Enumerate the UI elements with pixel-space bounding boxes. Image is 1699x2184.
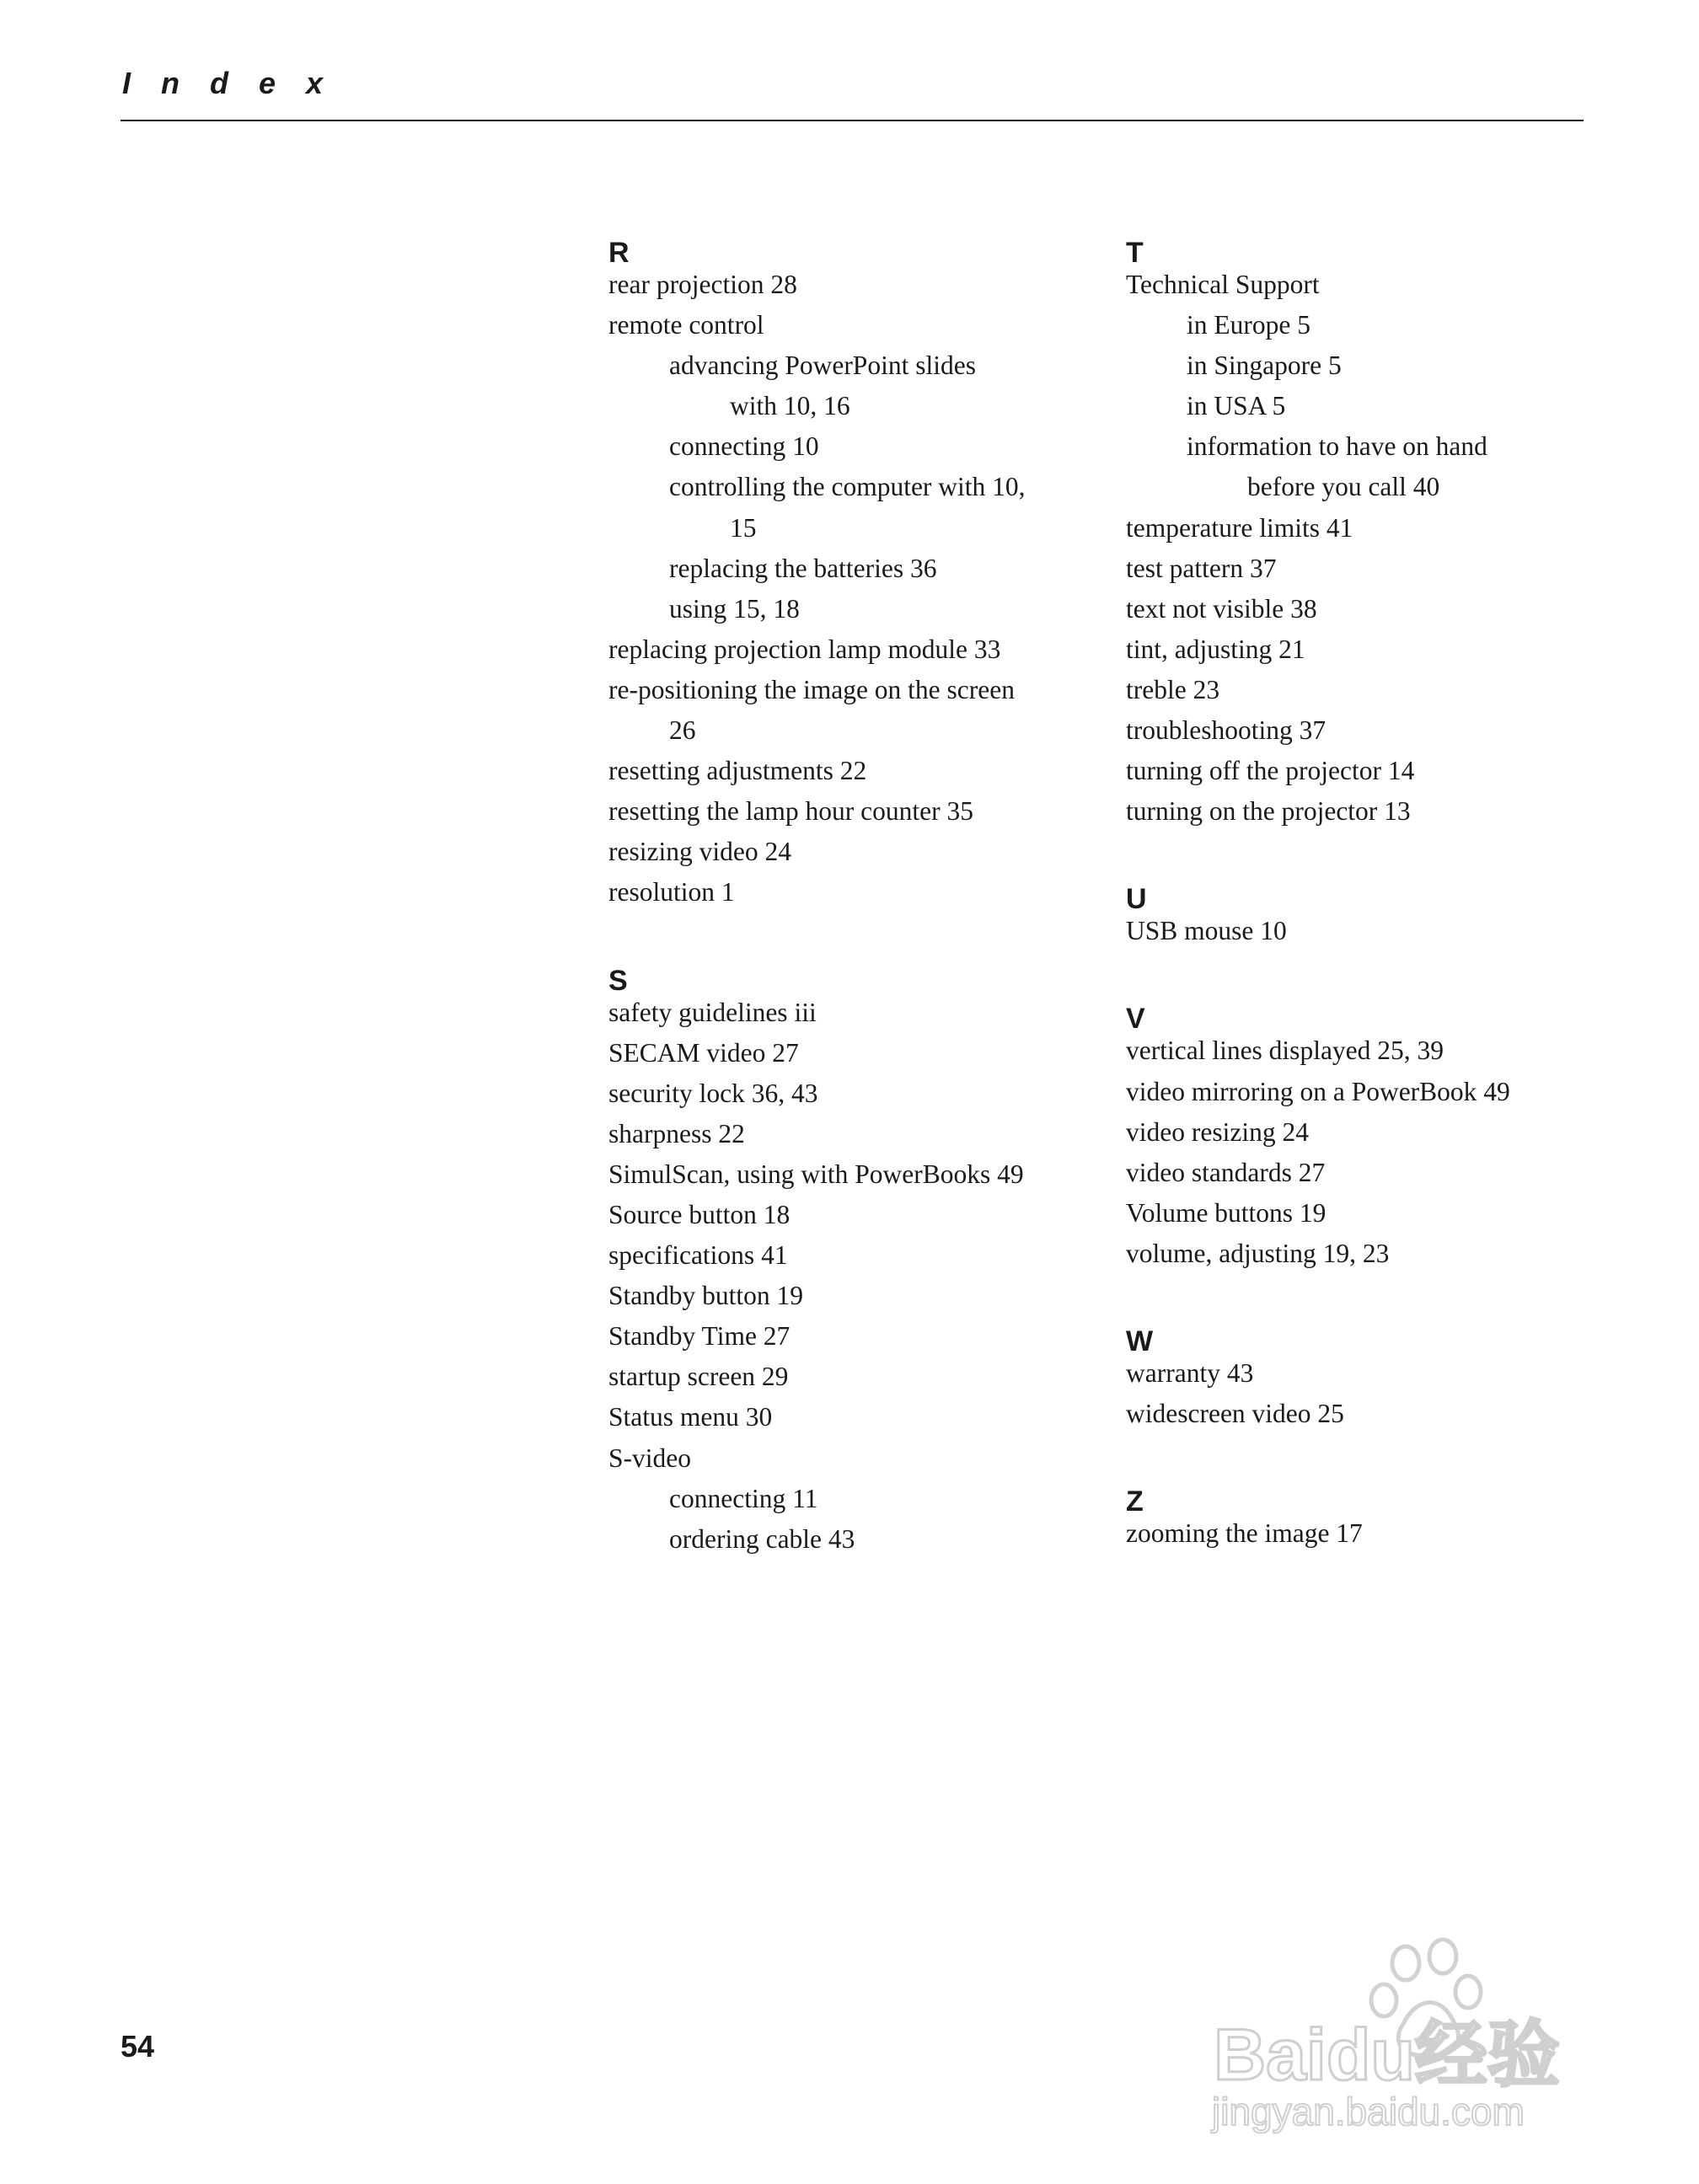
index-entry: troubleshooting 37 <box>1126 715 1327 746</box>
section-letter: W <box>1126 1325 1154 1357</box>
index-entry: resetting the lamp hour counter 35 <box>608 796 974 827</box>
baidu-watermark-logo <box>1197 1930 1618 2140</box>
index-subentry: replacing the batteries 36 <box>669 553 937 583</box>
index-entry-continuation: 15 <box>730 512 757 543</box>
section-letter: V <box>1126 1003 1145 1036</box>
index-subentry: connecting 10 <box>669 431 819 462</box>
index-column-right <box>1126 226 1632 1594</box>
index-entry: video standards 27 <box>1126 1157 1326 1187</box>
index-subentry: ordering cable 43 <box>669 1523 855 1554</box>
index-section-u <box>1126 872 1632 951</box>
index-entry: temperature limits 41 <box>1126 512 1353 543</box>
watermark-brand-text: Baidu经验 <box>1214 2015 1560 2096</box>
index-column-left <box>608 226 1114 1600</box>
index-entry: turning off the projector 14 <box>1126 756 1415 786</box>
index-section-s <box>608 954 1114 1560</box>
index-entry: remote control <box>608 310 764 340</box>
index-entry: Standby button 19 <box>608 1281 804 1311</box>
index-entry: safety guidelines iii <box>608 997 817 1027</box>
section-letter: R <box>608 237 630 269</box>
index-entry: Standby Time 27 <box>608 1321 791 1352</box>
index-entry: Volume buttons 19 <box>1126 1197 1327 1228</box>
index-section-w <box>1126 1314 1632 1434</box>
index-entry: USB mouse 10 <box>1126 916 1287 946</box>
index-subentry: in Europe 5 <box>1187 310 1310 340</box>
index-section-r <box>608 226 1114 913</box>
index-entry: vertical lines displayed 25, 39 <box>1126 1036 1444 1066</box>
running-head-title: Index <box>122 66 354 100</box>
index-subentry: in USA 5 <box>1187 391 1286 421</box>
index-entry: SECAM video 27 <box>608 1037 799 1068</box>
index-entry: startup screen 29 <box>608 1362 789 1392</box>
index-subentry: advancing PowerPoint slides <box>669 351 976 381</box>
index-entry-continuation: before you call 40 <box>1247 472 1440 502</box>
index-entry: widescreen video 25 <box>1126 1399 1344 1429</box>
baidu-paw-logo-icon <box>1197 1930 1618 2140</box>
index-entry: resolution 1 <box>608 877 735 907</box>
header-rule <box>121 120 1584 121</box>
index-subentry: controlling the computer with 10, <box>669 472 1026 502</box>
index-entry: video mirroring on a PowerBook 49 <box>1126 1076 1510 1106</box>
index-subentry: information to have on hand <box>1187 431 1487 462</box>
index-entry: SimulScan, using with PowerBooks 49 <box>608 1159 1024 1189</box>
index-entry: Source button 18 <box>608 1199 791 1229</box>
index-subentry: in Singapore 5 <box>1187 351 1342 381</box>
index-entry: sharpness 22 <box>608 1118 745 1148</box>
index-subentry: 26 <box>669 715 696 746</box>
index-section-v <box>1126 992 1632 1274</box>
index-entry: replacing projection lamp module 33 <box>608 634 1001 664</box>
watermark-url-text: jingyan.baidu.com <box>1212 2090 1525 2133</box>
section-letter: T <box>1126 237 1144 269</box>
index-entry: video resizing 24 <box>1126 1116 1309 1147</box>
index-entry: warranty 43 <box>1126 1357 1254 1388</box>
index-entry: rear projection 28 <box>608 270 797 299</box>
index-section-z <box>1126 1475 1632 1554</box>
index-subentry: using 15, 18 <box>669 593 800 624</box>
index-entry-continuation: with 10, 16 <box>730 391 850 421</box>
section-letter: Z <box>1126 1485 1144 1518</box>
index-entry: text not visible 38 <box>1126 593 1317 624</box>
index-entry: treble 23 <box>1126 674 1220 704</box>
index-entry: security lock 36, 43 <box>608 1078 818 1108</box>
index-entry: resizing video 24 <box>608 837 791 867</box>
index-entry: specifications 41 <box>608 1240 788 1271</box>
index-entry: volume, adjusting 19, 23 <box>1126 1238 1390 1268</box>
index-entry: Status menu 30 <box>608 1402 773 1432</box>
index-entry: turning on the projector 13 <box>1126 796 1411 827</box>
index-subentry: connecting 11 <box>669 1483 818 1513</box>
index-entry: S-video <box>608 1443 691 1473</box>
index-entry: zooming the image 17 <box>1126 1518 1363 1549</box>
page-number: 54 <box>121 2029 155 2064</box>
section-letter: U <box>1126 883 1147 916</box>
section-letter: S <box>608 964 628 997</box>
index-entry: re-positioning the image on the screen <box>608 674 1015 704</box>
index-entry: test pattern 37 <box>1126 553 1277 583</box>
index-entry: resetting adjustments 22 <box>608 756 867 786</box>
index-section-t <box>1126 226 1632 832</box>
index-entry: Technical Support <box>1126 270 1320 299</box>
index-entry: tint, adjusting 21 <box>1126 634 1305 664</box>
